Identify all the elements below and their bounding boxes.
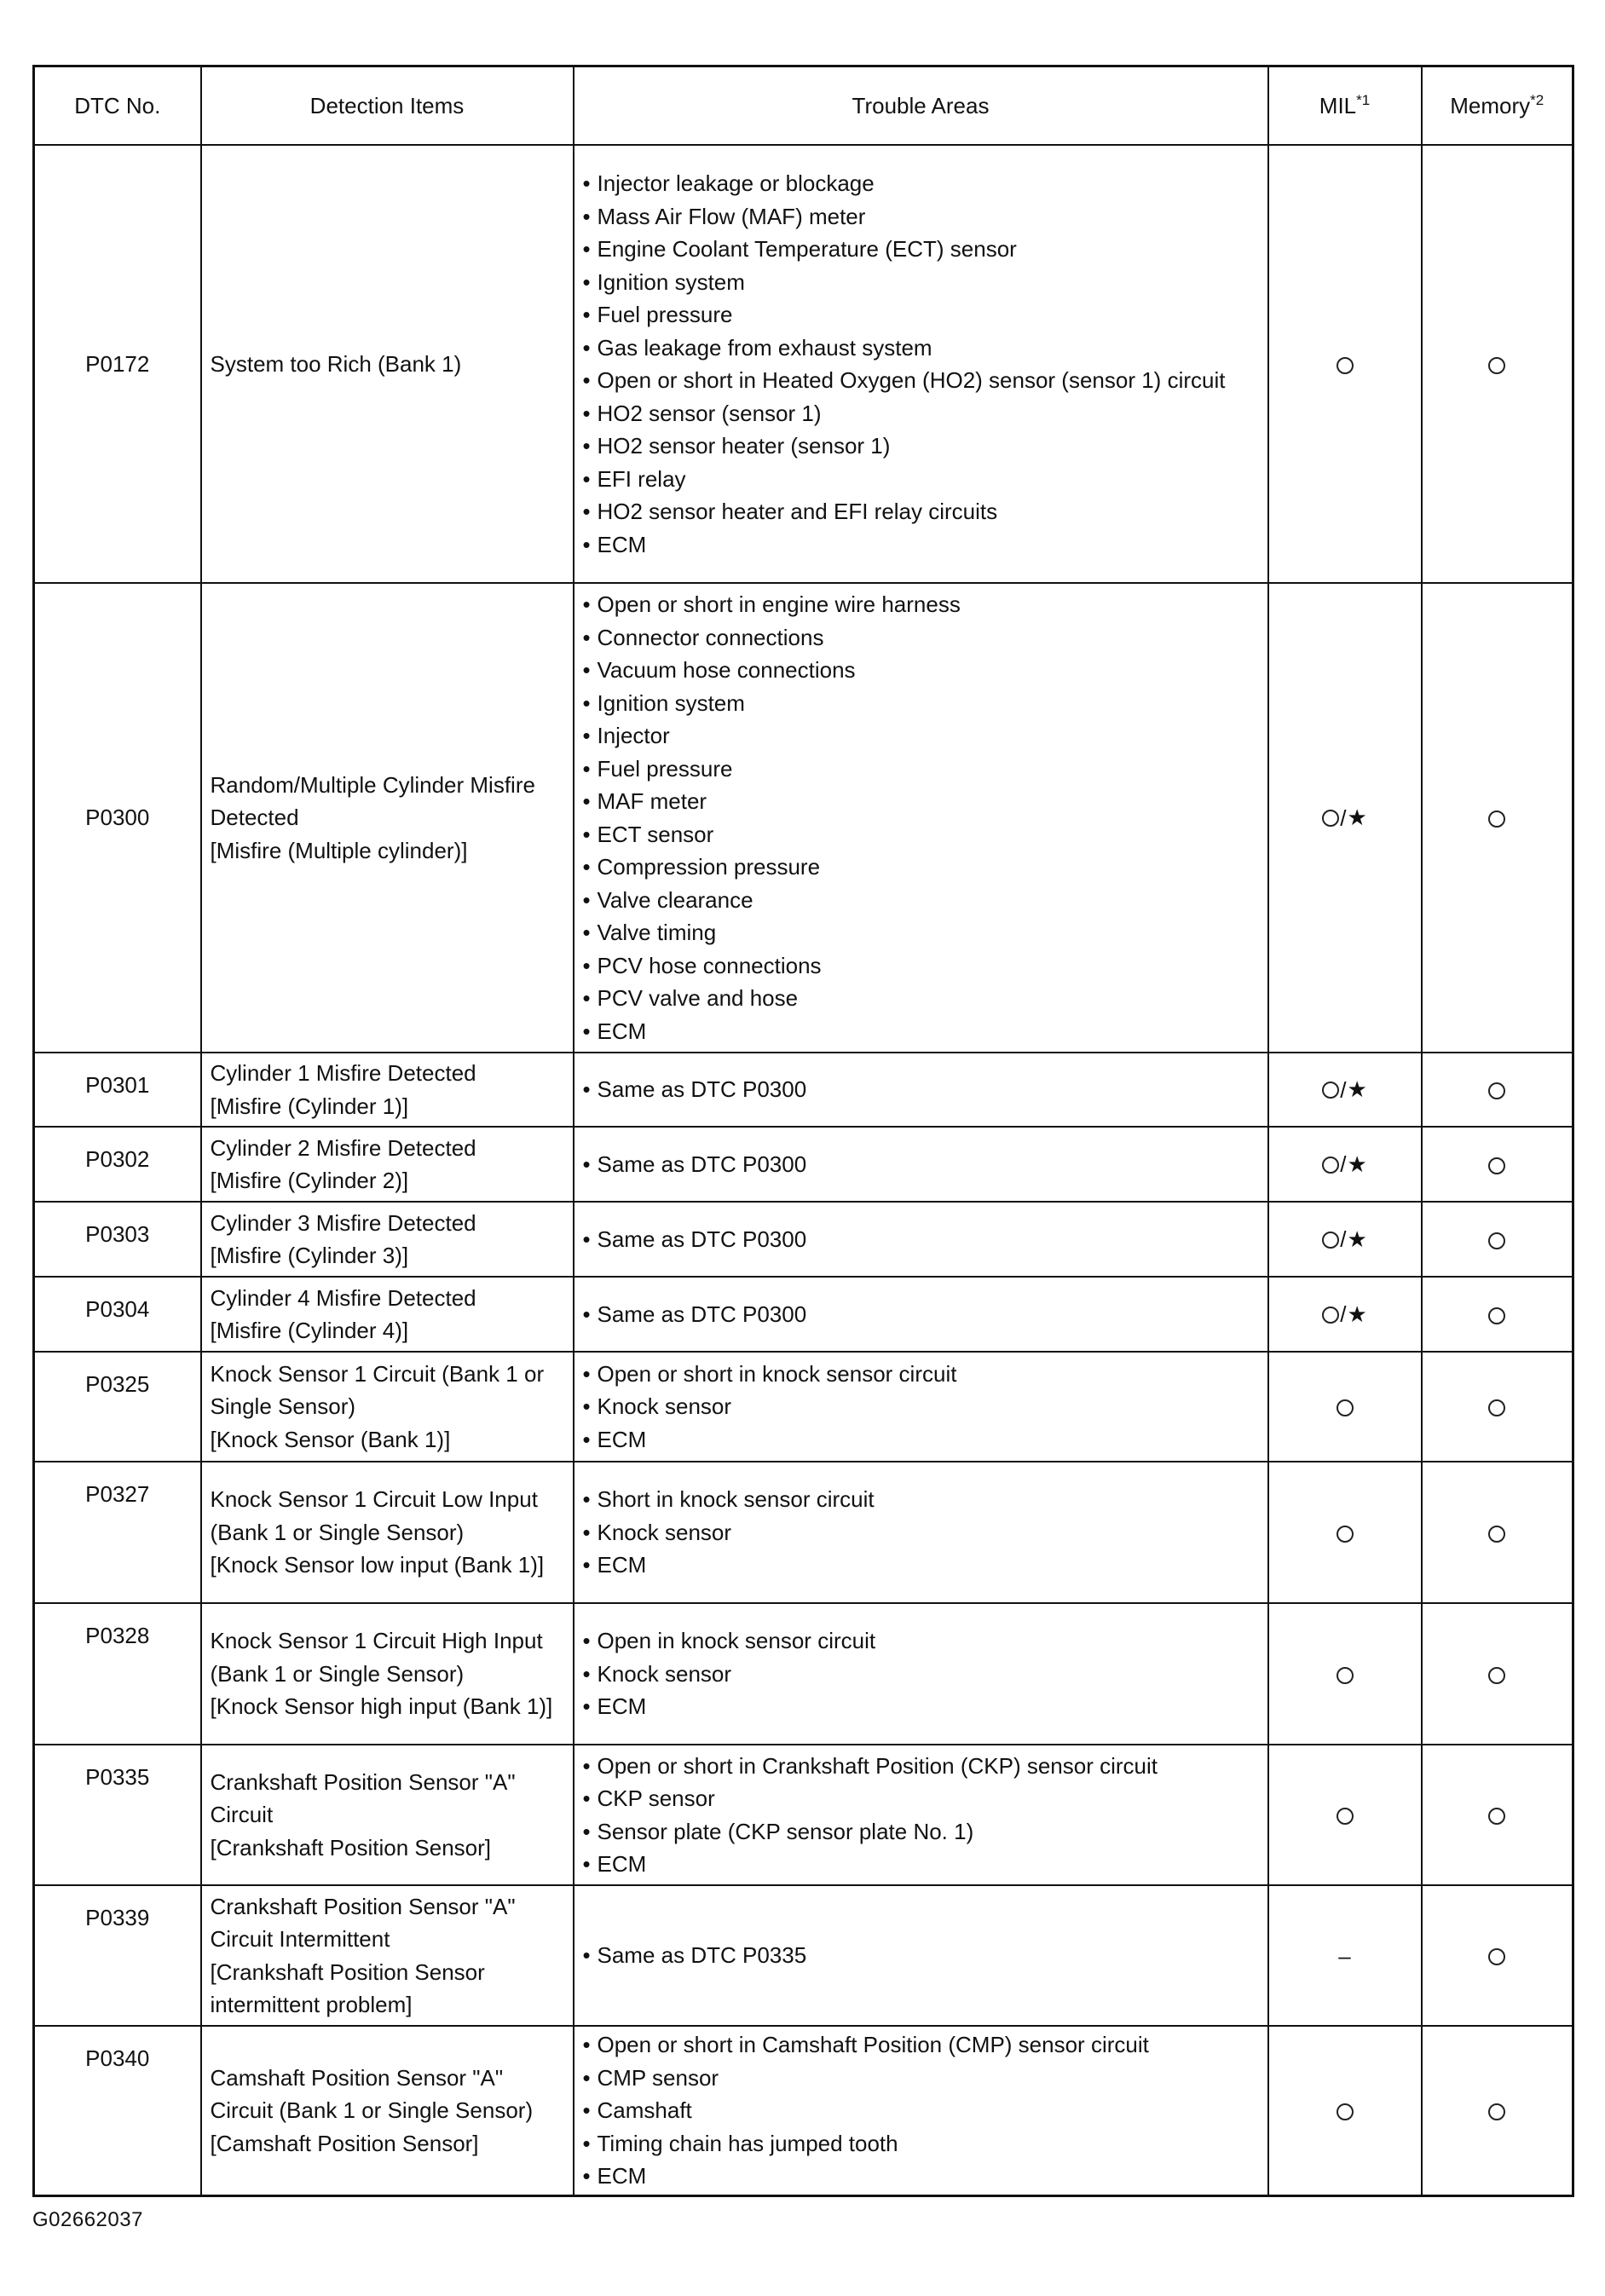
dtc-cell bbox=[34, 1603, 201, 1745]
trouble-areas-cell bbox=[574, 1745, 1268, 1885]
header-trouble-areas: Trouble Areas bbox=[574, 66, 1268, 146]
dtc-code: P0325 bbox=[85, 1371, 150, 1397]
memory-cell bbox=[1422, 1352, 1573, 1462]
trouble-area-list bbox=[583, 1073, 1259, 1106]
memory-cell bbox=[1422, 1885, 1573, 2026]
trouble-areas-cell bbox=[574, 583, 1268, 1053]
slash-separator: / bbox=[1340, 1226, 1347, 1253]
trouble-area-item: • HO2 sensor (sensor 1) bbox=[583, 397, 1259, 430]
memory-cell bbox=[1422, 145, 1573, 583]
slash-separator: / bbox=[1340, 1076, 1347, 1103]
mil-cell bbox=[1268, 1277, 1422, 1352]
memory-cell bbox=[1422, 1745, 1573, 1885]
mil-cell bbox=[1268, 145, 1422, 583]
trouble-areas-cell bbox=[574, 1885, 1268, 2026]
trouble-area-item: • Ignition system bbox=[583, 687, 1259, 720]
detection-item-cell bbox=[201, 145, 574, 583]
trouble-area-item: • Same as DTC P0300 bbox=[583, 1298, 1259, 1331]
header-mil: MIL$^{*1}$ bbox=[1268, 66, 1422, 146]
trouble-area-item: • MAF meter bbox=[583, 785, 1259, 818]
detection-item-text: [Crankshaft Position Sensor] bbox=[210, 1834, 491, 1860]
trouble-area-item: • ECM bbox=[583, 1690, 1259, 1723]
trouble-area-item: • Open or short in engine wire harness bbox=[583, 588, 1259, 621]
detection-item-text: Knock Sensor 1 Circuit Low Input (Bank 1 or Single Sensor) bbox=[210, 1486, 538, 1545]
star-icon: ★ bbox=[1347, 1151, 1367, 1178]
dtc-table bbox=[32, 65, 1574, 2197]
trouble-area-item: • Short in knock sensor circuit bbox=[583, 1483, 1259, 1516]
detection-item-text: Crankshaft Position Sensor "A" Circuit Intermittent bbox=[210, 1893, 516, 1952]
star-icon: ★ bbox=[1347, 1226, 1367, 1253]
trouble-areas-cell bbox=[574, 1127, 1268, 1202]
trouble-area-item: • Knock sensor bbox=[583, 1658, 1259, 1691]
circle-icon bbox=[1488, 1399, 1505, 1416]
detection-item-cell bbox=[201, 2026, 574, 2195]
trouble-area-item: • ECM bbox=[583, 1848, 1259, 1881]
trouble-area-item: • ECT sensor bbox=[583, 818, 1259, 851]
trouble-area-item: • Same as DTC P0300 bbox=[583, 1073, 1259, 1106]
trouble-area-list bbox=[583, 1298, 1259, 1331]
circle-icon bbox=[1337, 2103, 1354, 2120]
trouble-area-item: • Compression pressure bbox=[583, 851, 1259, 884]
table-body bbox=[34, 145, 1573, 2195]
dtc-cell bbox=[34, 1277, 201, 1352]
detection-item-text: [Knock Sensor high input (Bank 1)] bbox=[210, 1693, 553, 1720]
detection-item-text: [Knock Sensor (Bank 1)] bbox=[210, 1426, 451, 1452]
memory-cell bbox=[1422, 1603, 1573, 1745]
trouble-area-list bbox=[583, 588, 1259, 1047]
detection-item-text: Knock Sensor 1 Circuit High Input (Bank 1 or Single Sensor) bbox=[210, 1628, 543, 1687]
trouble-area-item: • Engine Coolant Temperature (ECT) sensor bbox=[583, 233, 1259, 266]
trouble-area-list bbox=[583, 167, 1259, 561]
circle-icon bbox=[1488, 811, 1505, 828]
circle-icon bbox=[1322, 1082, 1339, 1099]
dtc-cell bbox=[34, 1462, 201, 1603]
detection-item-cell bbox=[201, 583, 574, 1053]
dtc-code: P0303 bbox=[85, 1221, 150, 1247]
trouble-area-item: • Open in knock sensor circuit bbox=[583, 1624, 1259, 1658]
trouble-area-item: • Connector connections bbox=[583, 621, 1259, 655]
trouble-areas-cell bbox=[574, 145, 1268, 583]
figure-code: G02662037 bbox=[32, 2208, 143, 2231]
table-row bbox=[34, 1462, 1573, 1603]
table-row bbox=[34, 1603, 1573, 1745]
dtc-code: P0328 bbox=[85, 1623, 150, 1648]
trouble-areas-cell bbox=[574, 1277, 1268, 1352]
memory-cell bbox=[1422, 1127, 1573, 1202]
detection-item-text: Cylinder 3 Misfire Detected bbox=[210, 1209, 476, 1236]
circle-icon bbox=[1488, 1307, 1505, 1324]
trouble-areas-cell bbox=[574, 2026, 1268, 2195]
dtc-cell bbox=[34, 1885, 201, 2026]
trouble-area-item: • ECM bbox=[583, 1015, 1259, 1048]
header-dtc-no: DTC No. bbox=[34, 66, 201, 146]
mil-cell bbox=[1268, 1053, 1422, 1127]
trouble-area-item: • EFI relay bbox=[583, 463, 1259, 496]
trouble-area-list bbox=[583, 1939, 1259, 1972]
trouble-areas-cell bbox=[574, 1462, 1268, 1603]
circle-icon bbox=[1337, 1808, 1354, 1825]
slash-separator: / bbox=[1340, 1301, 1347, 1328]
table-row bbox=[34, 1127, 1573, 1202]
trouble-area-item: • Open or short in Camshaft Position (CMP) sensor circuit bbox=[583, 2028, 1259, 2062]
trouble-area-item: • PCV valve and hose bbox=[583, 982, 1259, 1015]
detection-item-cell bbox=[201, 1277, 574, 1352]
table-row bbox=[34, 145, 1573, 583]
dtc-code: P0301 bbox=[85, 1072, 150, 1098]
trouble-area-item: • ECM bbox=[583, 1423, 1259, 1457]
detection-item-text: Random/Multiple Cylinder Misfire Detected bbox=[210, 771, 535, 831]
circle-icon bbox=[1337, 1399, 1354, 1416]
trouble-area-list bbox=[583, 2028, 1259, 2193]
trouble-area-item: • Fuel pressure bbox=[583, 298, 1259, 332]
dtc-cell bbox=[34, 1352, 201, 1462]
dtc-cell bbox=[34, 1745, 201, 1885]
circle-icon bbox=[1488, 1667, 1505, 1684]
trouble-area-list bbox=[583, 1483, 1259, 1582]
trouble-area-item: • Valve clearance bbox=[583, 884, 1259, 917]
table-row bbox=[34, 1352, 1573, 1462]
detection-item-text: [Misfire (Cylinder 4)] bbox=[210, 1318, 409, 1343]
mil-cell bbox=[1268, 1352, 1422, 1462]
trouble-area-list bbox=[583, 1624, 1259, 1723]
circle-icon bbox=[1337, 357, 1354, 374]
trouble-area-item: • Same as DTC P0335 bbox=[583, 1939, 1259, 1972]
circle-icon bbox=[1322, 810, 1339, 827]
memory-footnote-marker: *2 bbox=[1530, 92, 1544, 108]
memory-cell bbox=[1422, 583, 1573, 1053]
detection-item-text: [Crankshaft Position Sensor intermittent problem] bbox=[210, 1959, 485, 2017]
trouble-area-list bbox=[583, 1750, 1259, 1881]
detection-item-text: Cylinder 1 Misfire Detected bbox=[210, 1060, 476, 1086]
circle-icon bbox=[1337, 1667, 1354, 1684]
circle-icon bbox=[1488, 1948, 1505, 1965]
trouble-area-item: • Camshaft bbox=[583, 2094, 1259, 2127]
table-row bbox=[34, 1202, 1573, 1277]
trouble-area-item: • ECM bbox=[583, 2160, 1259, 2193]
circle-icon bbox=[1337, 1526, 1354, 1543]
mil-cell bbox=[1268, 583, 1422, 1053]
table-row bbox=[34, 1277, 1573, 1352]
detection-item-text: Cylinder 4 Misfire Detected bbox=[210, 1284, 476, 1311]
memory-cell bbox=[1422, 1053, 1573, 1127]
trouble-areas-cell bbox=[574, 1352, 1268, 1462]
table-row bbox=[34, 1885, 1573, 2026]
circle-icon bbox=[1488, 1526, 1505, 1543]
trouble-areas-cell bbox=[574, 1603, 1268, 1745]
detection-item-cell bbox=[201, 1127, 574, 1202]
detection-item-cell bbox=[201, 1053, 574, 1127]
mil-cell bbox=[1268, 1745, 1422, 1885]
trouble-areas-cell bbox=[574, 1202, 1268, 1277]
trouble-area-item: • Same as DTC P0300 bbox=[583, 1223, 1259, 1256]
dtc-code: P0302 bbox=[85, 1146, 150, 1172]
detection-item-text: Knock Sensor 1 Circuit (Bank 1 or Single Sensor) bbox=[210, 1360, 545, 1420]
detection-item-cell bbox=[201, 1352, 574, 1462]
trouble-area-list bbox=[583, 1148, 1259, 1181]
header-detection-items: Detection Items bbox=[201, 66, 574, 146]
mil-cell bbox=[1268, 1202, 1422, 1277]
circle-icon bbox=[1322, 1157, 1339, 1174]
dtc-cell bbox=[34, 2026, 201, 2195]
trouble-area-item: • Knock sensor bbox=[583, 1390, 1259, 1423]
detection-item-text: [Knock Sensor low input (Bank 1)] bbox=[210, 1552, 545, 1578]
trouble-area-item: • PCV hose connections bbox=[583, 949, 1259, 983]
star-icon: ★ bbox=[1347, 1301, 1367, 1328]
detection-item-cell bbox=[201, 1885, 574, 2026]
dtc-cell bbox=[34, 583, 201, 1053]
detection-item-text: Crankshaft Position Sensor "A" Circuit bbox=[210, 1768, 516, 1828]
trouble-area-item: • Ignition system bbox=[583, 266, 1259, 299]
dtc-code: P0340 bbox=[85, 2045, 150, 2071]
dtc-code: P0327 bbox=[85, 1481, 150, 1507]
trouble-area-item: • HO2 sensor heater and EFI relay circuits bbox=[583, 495, 1259, 528]
detection-item-cell bbox=[201, 1462, 574, 1603]
trouble-area-item: • Open or short in Heated Oxygen (HO2) sensor (sensor 1) circuit bbox=[583, 364, 1259, 397]
table-row bbox=[34, 1053, 1573, 1127]
dtc-cell bbox=[34, 1127, 201, 1202]
trouble-area-item: • Mass Air Flow (MAF) meter bbox=[583, 200, 1259, 234]
memory-cell bbox=[1422, 1462, 1573, 1603]
circle-icon bbox=[1488, 357, 1505, 374]
trouble-area-item: • Vacuum hose connections bbox=[583, 654, 1259, 687]
detection-item-cell bbox=[201, 1603, 574, 1745]
mil-cell bbox=[1268, 1127, 1422, 1202]
table-row bbox=[34, 583, 1573, 1053]
detection-item-text: [Misfire (Cylinder 3)] bbox=[210, 1243, 409, 1268]
detection-item-text: Camshaft Position Sensor "A" Circuit (Bank 1 or Single Sensor) bbox=[210, 2064, 534, 2123]
mil-cell bbox=[1268, 1603, 1422, 1745]
trouble-area-item: • Fuel pressure bbox=[583, 753, 1259, 786]
mil-footnote-marker: *1 bbox=[1356, 92, 1371, 108]
dtc-cell bbox=[34, 145, 201, 583]
circle-icon bbox=[1488, 1082, 1505, 1099]
trouble-area-list bbox=[583, 1223, 1259, 1256]
table-row bbox=[34, 1745, 1573, 1885]
detection-item-text: [Misfire (Cylinder 1)] bbox=[210, 1093, 409, 1119]
trouble-area-item: • CMP sensor bbox=[583, 2062, 1259, 2095]
trouble-area-item: • Injector leakage or blockage bbox=[583, 167, 1259, 200]
dash-mark: – bbox=[1338, 1942, 1351, 1969]
header-memory: Memory$^{*2}$ bbox=[1422, 66, 1573, 146]
detection-item-text: Cylinder 2 Misfire Detected bbox=[210, 1134, 476, 1161]
circle-icon bbox=[1488, 1157, 1505, 1174]
trouble-area-item: • Open or short in knock sensor circuit bbox=[583, 1358, 1259, 1391]
detection-item-text: [Misfire (Multiple cylinder)] bbox=[210, 837, 468, 863]
trouble-area-item: • Gas leakage from exhaust system bbox=[583, 332, 1259, 365]
detection-item-text: [Misfire (Cylinder 2)] bbox=[210, 1168, 409, 1193]
dtc-code: P0335 bbox=[85, 1764, 150, 1790]
trouble-area-item: • CKP sensor bbox=[583, 1782, 1259, 1815]
circle-icon bbox=[1322, 1307, 1339, 1324]
trouble-area-item: • ECM bbox=[583, 1549, 1259, 1582]
dtc-code: P0300 bbox=[85, 805, 150, 830]
dtc-code: P0172 bbox=[85, 350, 150, 377]
circle-icon bbox=[1322, 1232, 1339, 1249]
trouble-area-item: • Knock sensor bbox=[583, 1516, 1259, 1549]
mil-cell bbox=[1268, 1885, 1422, 2026]
star-icon: ★ bbox=[1347, 805, 1367, 832]
slash-separator: / bbox=[1340, 805, 1347, 831]
trouble-area-item: • Timing chain has jumped tooth bbox=[583, 2127, 1259, 2160]
dtc-cell bbox=[34, 1202, 201, 1277]
detection-item-cell bbox=[201, 1202, 574, 1277]
trouble-area-item: • Same as DTC P0300 bbox=[583, 1148, 1259, 1181]
circle-icon bbox=[1488, 2103, 1505, 2120]
trouble-area-item: • Valve timing bbox=[583, 916, 1259, 949]
detection-item-text: [Camshaft Position Sensor] bbox=[210, 2130, 479, 2156]
trouble-area-item: • Injector bbox=[583, 719, 1259, 753]
trouble-area-item: • HO2 sensor heater (sensor 1) bbox=[583, 430, 1259, 463]
memory-cell bbox=[1422, 1202, 1573, 1277]
trouble-areas-cell bbox=[574, 1053, 1268, 1127]
slash-separator: / bbox=[1340, 1151, 1347, 1178]
mil-cell bbox=[1268, 1462, 1422, 1603]
trouble-area-item: • ECM bbox=[583, 528, 1259, 562]
detection-item-cell bbox=[201, 1745, 574, 1885]
table-header-row bbox=[34, 66, 1573, 146]
circle-icon bbox=[1488, 1808, 1505, 1825]
mil-cell bbox=[1268, 2026, 1422, 2195]
trouble-area-item: • Sensor plate (CKP sensor plate No. 1) bbox=[583, 1815, 1259, 1849]
circle-icon bbox=[1488, 1232, 1505, 1249]
table-row bbox=[34, 2026, 1573, 2195]
detection-item-text: System too Rich (Bank 1) bbox=[210, 350, 462, 377]
memory-cell bbox=[1422, 2026, 1573, 2195]
trouble-area-list bbox=[583, 1358, 1259, 1457]
dtc-code: P0339 bbox=[85, 1905, 150, 1930]
dtc-cell bbox=[34, 1053, 201, 1127]
dtc-code: P0304 bbox=[85, 1296, 150, 1322]
trouble-area-item: • Open or short in Crankshaft Position (CKP) sensor circuit bbox=[583, 1750, 1259, 1783]
star-icon: ★ bbox=[1347, 1077, 1367, 1104]
memory-cell bbox=[1422, 1277, 1573, 1352]
